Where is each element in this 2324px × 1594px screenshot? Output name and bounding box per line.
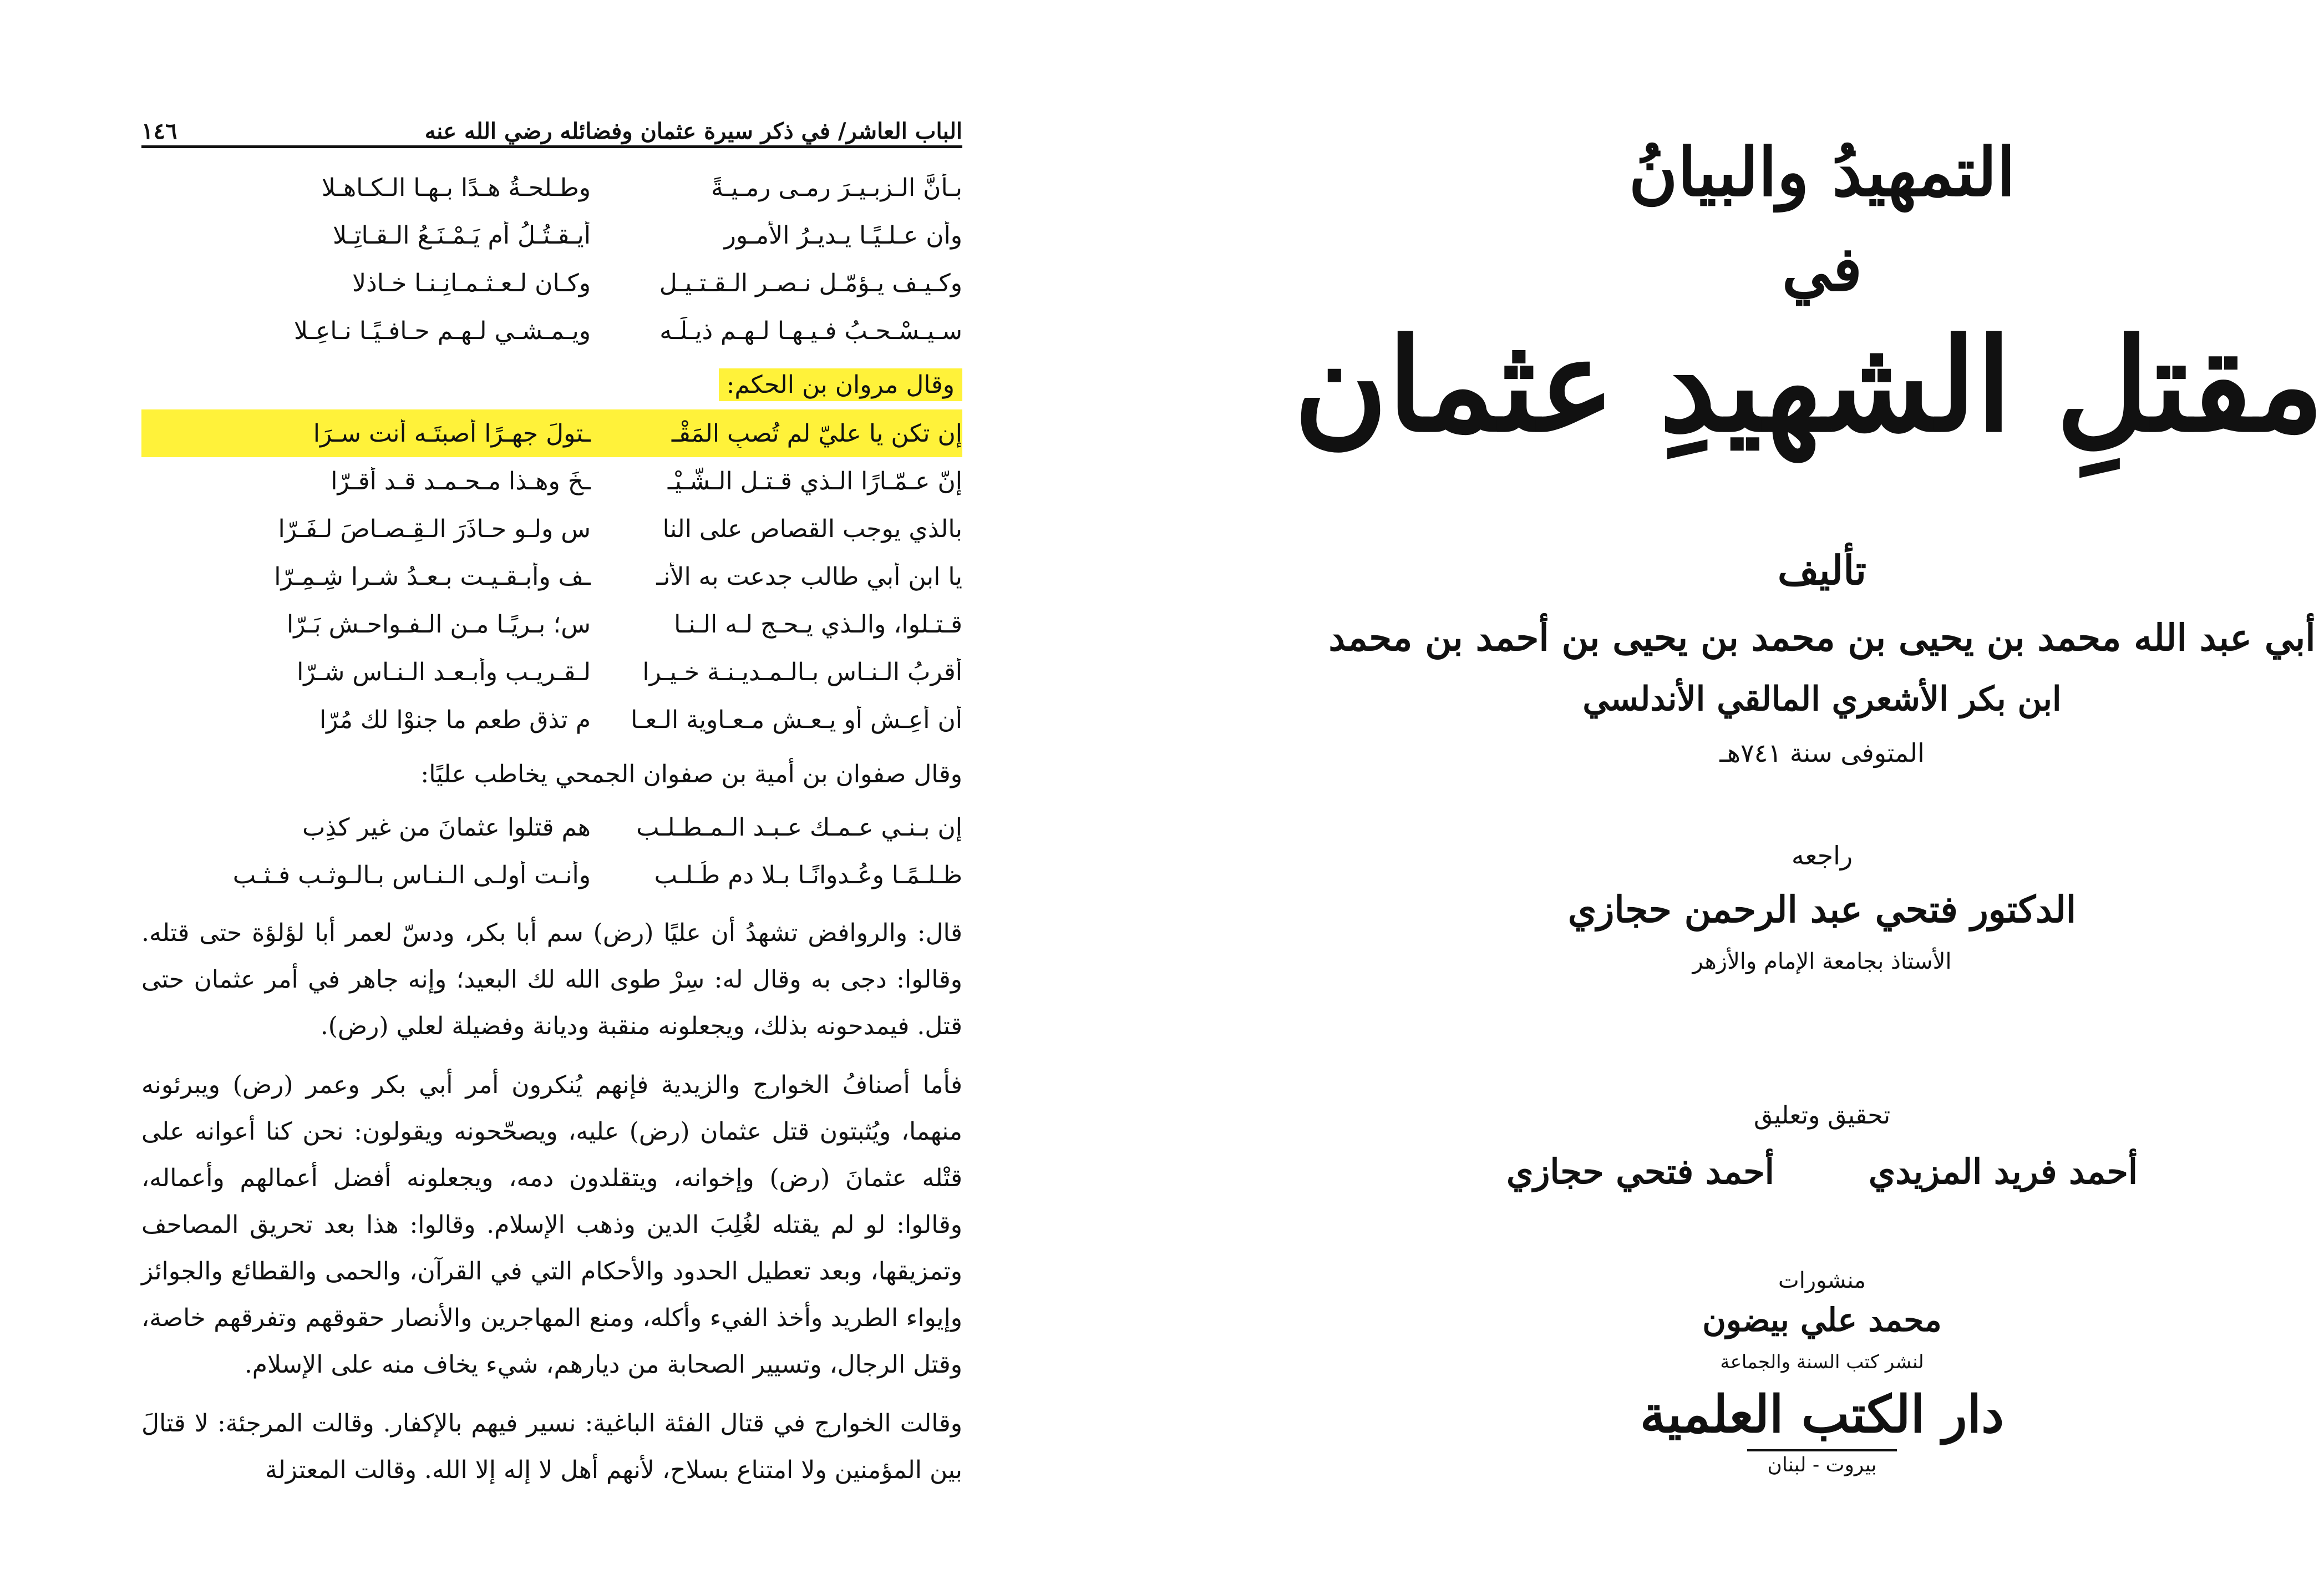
hemistich-second: ـخَ وهـذا مـحـمـد قـد أقـرّا [331, 467, 591, 495]
editor-left: أحمد فتحي حجازي [1506, 1151, 1774, 1192]
poem-3 [141, 803, 962, 899]
hemistich-second: لـقـريـب وأبـعـد الـنـاس شـرّا [297, 657, 591, 686]
title-line-2: في [1782, 233, 1863, 305]
title-line-3: مقتلِ الشهيدِ عثمان [1293, 311, 2324, 461]
hemistich-second: وكـان لـعـثـمـانِـنـا خـاذلا [352, 269, 591, 297]
hemistich-first: أقربُ الـنـاس بـالـمـديـنـة خـيـرا [642, 657, 962, 686]
page-number: ١٤٦ [141, 118, 177, 144]
manshurat-label: منشورات [1778, 1268, 1866, 1293]
hemistich-first: أن أعِـش أو يـعـش مـعـاوية الـعـا [631, 705, 962, 734]
hemistich-first: بـأنَّ الـزبـيـرَ رمـى رمـيـةً [711, 173, 962, 202]
hemistich-first: يا ابن أبي طالب جدعت به الأنـ [656, 562, 962, 591]
editors [1320, 1151, 2324, 1192]
talif-label: تأليف [1777, 546, 1867, 594]
verse [141, 259, 962, 307]
verse [141, 211, 962, 259]
safwan-intro: وقال صفوان بن أمية بن صفوان الجمحي يخاطب عليًا: [420, 760, 962, 788]
verse [141, 307, 962, 355]
hemistich-second: وطـلحـةُ هـدًا بـهـا الـكـاهـلا [321, 173, 591, 202]
safwan-intro-block [141, 750, 962, 798]
rajaah-label: راجعه [1791, 841, 1853, 871]
hemistich-second: ويـمـشـي لـهـم حـافـيًـا نـاعِـلا [293, 316, 591, 345]
hemistich-first: سـيـسْـحـبُ فـيـهـا لـهـم ذيـلَـه [659, 316, 962, 345]
publisher-city: بيروت - لبنان [1767, 1454, 1877, 1476]
paragraph: وقالت الخوارج في قتال الفئة الباغية: نسير فيهم بالإكفار. وقالت المرجئة: لا قتالَ بين المؤمنين ولا امتناع بسلاح، لأنهم أهل لا إله إلا الله. وقالت المعتزلة [141, 1409, 962, 1484]
hemistich-second: م تذق طعم ما جنوْا لك مُرّا [319, 705, 591, 734]
verse-highlighted [141, 409, 962, 457]
poem-2 [141, 409, 962, 743]
hemistich-first: إنّ عـمّـارًا الـذي قـتـل الـشّـيْـ [667, 467, 962, 495]
hemistich-second: س؛ بـريًـا مـن الـفـواحـش بَـرّا [286, 610, 591, 639]
hemistich-first: وكـيـف يـؤمّـل نـصـر الـقـتـيـل [659, 269, 962, 297]
publishing-house: دار الكتب العلمية [1640, 1384, 2005, 1444]
left-page [0, 0, 976, 1594]
verse [141, 457, 962, 505]
publisher-name: محمد علي بيضون [1702, 1301, 1942, 1339]
title-page [1293, 0, 2324, 1594]
paragraph: فأما أصنافُ الخوارج والزيدية فإنهم يُنكرون أمر أبي بكر وعمر (رض) ويبرئونه منهما، ويُثبتون قتل عثمان (رض) عليه، ويصحّحونه ويقولون: نحن كنا أعوانه على قتْله عثمانَ (رض) وإخوانه، ويتقلدون دمه، ويجعلونه أفضل أعمالهم وأعماله، وقالوا: لو لم يقتله لغُلِبَ الدين وذهب الإسلام. وقالوا: هذا بعد تحريق المصاحف وتمزيقها، وبعد تعطيل الحدود والأحكام التي في القرآن، والحمى والقطائع والجوائز وإيواء الطريد وأخذ الفيء وأكله، ومنع المهاجرين والأنصار حقوقهم وتفرقهم خاصة، وقتل الرجال، وتسيير الصحابة من ديارهم، شيء يخاف منه على الإسلام. [141, 1071, 962, 1379]
page-header [141, 100, 962, 144]
hemistich-second: ـتولَ جهـرًا أصبتَـه أنت سـرَا [313, 419, 591, 448]
hemistich-first: وأن عـلـيًـا يـديـرُ الأمـور [724, 221, 962, 250]
hemistich-first: إن بـنـي عـمـك عـبـد الـمـطـلـب [636, 813, 962, 842]
hemistich-first: بالذي يوجب القصاص على النا [662, 514, 962, 543]
hemistich-first: ظـلـمًـا وعُـدوانًـا بـلا دم طُـلـب [654, 861, 962, 889]
marwan-intro-block [141, 361, 962, 408]
running-title: الباب العاشر/ في ذكر سيرة عثمان وفضائله رضي الله عنه [424, 118, 962, 144]
editor-right: أحمد فريد المزيدي [1868, 1151, 2138, 1192]
publisher-rule [1747, 1449, 1897, 1451]
reviewer-title: الأستاذ بجامعة الإمام والأزهر [1692, 949, 1952, 974]
verse [141, 648, 962, 696]
paragraph: قال: والروافض تشهدُ أن عليًا (رض) سم أبا بكر، ودسّ لعمر أبا لؤلؤة حتى قتله. وقالوا: دجى به وقال له: سِرْ طوى الله لك البعيد؛ وإنه جاهر في أمر عثمان حتى قتل. فيمدحونه بذلك، ويجعلونه منقبة وديانة وفضيلة لعلي (رض). [141, 919, 962, 1040]
verse [141, 696, 962, 743]
verse [141, 803, 962, 851]
header-rule [141, 145, 962, 148]
verse [141, 851, 962, 899]
title-line-1: التمهيدُ والبيانُ [1628, 133, 2016, 211]
hemistich-second: هم قتلوا عثمانَ من غير كذِب [302, 813, 591, 842]
author-death-date: المتوفى سنة ٧٤١هـ [1719, 738, 1925, 768]
publisher-subtitle: لنشر كتب السنة والجماعة [1720, 1351, 1924, 1373]
poem-1 [141, 164, 962, 355]
verse [141, 553, 962, 600]
verse [141, 164, 962, 211]
prose [141, 910, 962, 1494]
marwan-intro: وقال مروان بن الحكم: [719, 368, 962, 401]
verse [141, 505, 962, 553]
hemistich-first: قـتـلوا، والـذي يـحـج لـه الـنـا [674, 610, 962, 639]
verse [141, 600, 962, 648]
tahqiq-label: تحقيق وتعليق [1753, 1101, 1891, 1130]
hemistich-first: إن تكن يا عليّ لم تُصبِ المَقْـ [671, 419, 962, 448]
author-name-line-2: ابن بكر الأشعري المالقي الأندلسي [1582, 680, 2062, 718]
author-name-line-1: أبي عبد الله محمد بن يحيى بن محمد بن يحيى بن أحمد بن محمد [1328, 616, 2316, 659]
reviewer-name: الدكتور فتحي عبد الرحمن حجازي [1567, 888, 2077, 931]
hemistich-second: وأنـت أولـى الـنـاس بـالـوثـب فـثـب [232, 861, 591, 889]
hemistich-second: س ولـو حـاذَرَ الـقِـصـاصَ لـفَـرّا [278, 514, 591, 543]
hemistich-second: ـف وأبـقـيـت بـعـدُ شـرا شِـمِـرّا [274, 562, 591, 591]
hemistich-second: أيـقـتُـلُ أم يَـمْـنَـعُ الـقـاتِـلا [333, 221, 591, 250]
